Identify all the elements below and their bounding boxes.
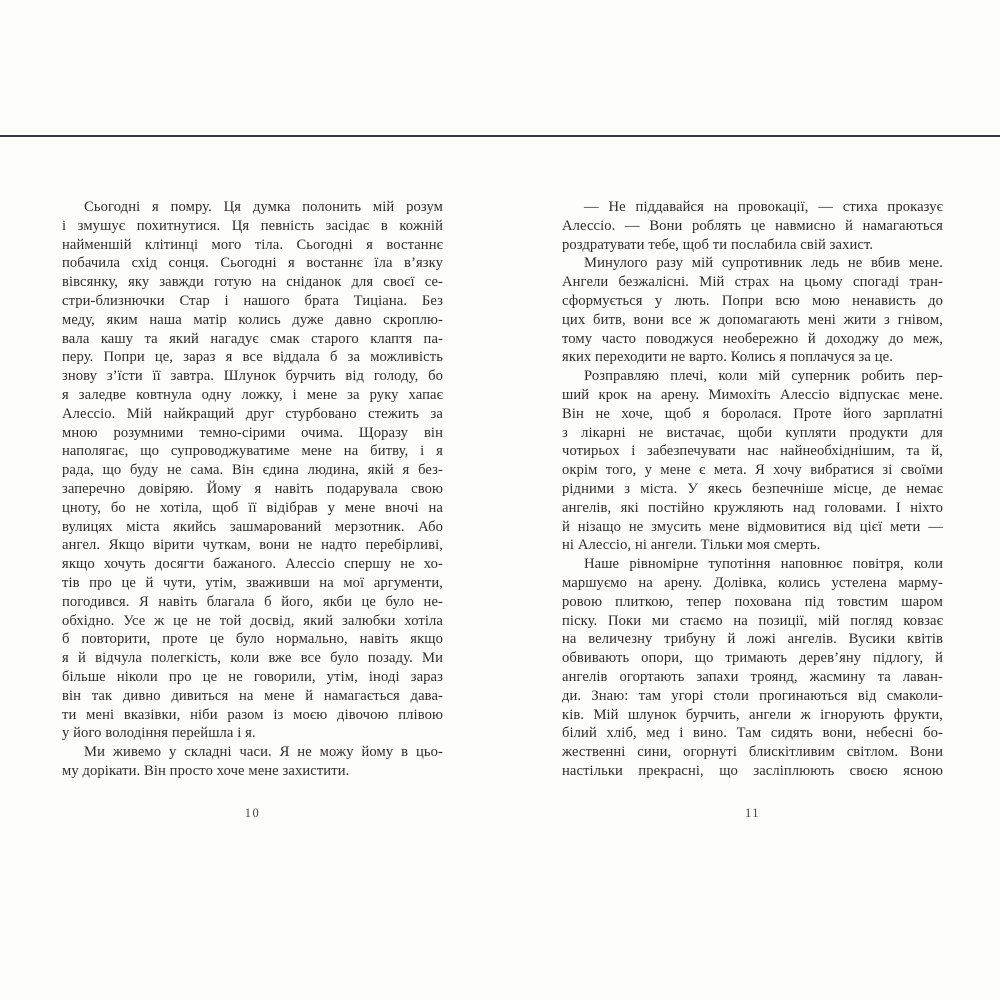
text-line: Ангели безжалісні. Мій страх на цьому спогаді тран-	[562, 274, 943, 291]
text-line: вівсянку, яку завжди готую на сніданок для своєї се-	[62, 274, 443, 291]
text-line: більше ніколи про це не говорили, утім, іноді зараз	[62, 668, 443, 685]
text-line: я й відчула полегкість, коли вже все було позаду. Ми	[62, 650, 443, 667]
text-line: й нізащо не змусить мене відмовитися від цієї мети —	[562, 518, 943, 535]
text-line: піску. Поки ми стаємо на позиції, мій погляд ковзає	[562, 612, 943, 629]
text-line: вала кашу та який нагадує смак старого клаптя па-	[62, 330, 443, 347]
text-line: у його володіння перейшла і я.	[62, 725, 256, 742]
text-line: з лікарні не вистачає, щоби купляти продукти для	[562, 424, 943, 441]
text-line: маршуємо на арену. Долівка, колись устелена марму-	[562, 574, 943, 591]
text-line: погодився. Я навіть благала б його, якби це було не-	[62, 593, 443, 610]
text-line: рідними з міста. У якесь безпечніше місце, де немає	[562, 480, 943, 497]
text-line: ні Алессіо, ні ангели. Тільки моя смерть.	[562, 537, 821, 554]
text-line: Він не хоче, щоб я боролася. Проте його зарплатні	[562, 405, 943, 422]
text-line: на величезну трибуну й ложі ангелів. Вусики квітів	[562, 631, 943, 648]
text-line: вулицях міста якийсь зашмарований мерзотник. Або	[62, 518, 443, 535]
text-line: ангелів огортають запахи троянд, жасмину та лаван-	[562, 668, 943, 685]
text-line: білий хліб, мед і вино. Там сидять вони, небесні бо-	[562, 725, 943, 742]
text-line: чотирьох і забезпечувати нас найнеобхіднішим, та й,	[562, 443, 943, 460]
page-number-right: 11	[744, 806, 761, 820]
text-line: і змушує похитнутися. Ця певність засідає в кожній	[62, 217, 443, 234]
page-left	[62, 198, 443, 820]
text-line: настільки прекрасні, що засліплюють своєю ясною	[562, 762, 943, 779]
text-line: тів про це й чути, утім, зваживши на мої аргументи,	[62, 574, 443, 591]
text-line: жественні сини, огорнуті блискітливим світлом. Вони	[562, 744, 943, 761]
header-rule	[0, 135, 1000, 137]
text-line: Сьогодні я помру. Ця думка полонить мій розум	[84, 199, 443, 215]
text-line: окрім того, у мене є мета. Я хочу вибратися зі своїми	[562, 462, 943, 479]
text-line: найменшій клітинці мого тіла. Сьогодні я востаннє	[62, 236, 443, 253]
text-line: Наше рівномірне тупотіння наповнює повітря, коли	[584, 556, 943, 573]
text-line: — Не піддавайся на провокації, — стиха проказує	[584, 199, 943, 215]
text-line: стри-близнючки Стар і нашого брата Тиціана. Без	[62, 292, 443, 309]
page-right-text	[562, 198, 943, 781]
text-line: меду, яким наша матір колись дуже давно скроплю-	[62, 311, 443, 328]
text-line: рада, що буду не сама. Він єдина людина, якій я без-	[62, 462, 443, 479]
text-line: б повторити, проте це було нормально, навіть якщо	[62, 631, 443, 648]
text-line: ангел. Якщо вірити чуткам, вони не надто перебірливі,	[62, 537, 443, 554]
page-left-text	[62, 198, 443, 781]
text-line: ків. Мій шлунок бурчить, ангели ж ігнорують фрукти,	[562, 706, 943, 723]
text-line: Алессіо. — Вони роблять це навмисно й намагаються	[562, 217, 943, 234]
text-line: ший крок на арену. Мимохіть Алессіо відпускає мене.	[562, 386, 943, 403]
text-line: обвивають опори, що тримають дерев’яну підлогу, й	[562, 650, 943, 667]
text-line: він так дивно дивиться на мене й намагається дава-	[62, 687, 443, 704]
text-line: я заледве ковтнула одну ложку, і мене за руку хапає	[62, 386, 443, 403]
text-line: му дорікати. Він просто хоче мене захистити.	[62, 762, 350, 779]
text-line: ровою плиткою, тепер похована під товстим шаром	[562, 593, 943, 610]
text-line: ангелів, які постійно кружляють над головами. І ніхто	[562, 499, 943, 516]
text-line: Алессіо. Мій найкращий друг стурбовано стежить за	[62, 405, 443, 422]
text-line: Розправляю плечі, коли мій суперник робить пер-	[584, 368, 943, 385]
text-line: тому часто поводжуся необережно й доходжу до меж,	[562, 330, 943, 347]
text-line: обхідно. Усе ж це не той досвід, який залюбки хотіла	[62, 612, 443, 629]
text-line: ти мені вказівки, ніби разом із моєю дівочою плівою	[62, 706, 443, 723]
text-line: яких переходити не варто. Колись я поплачуся за це.	[562, 349, 893, 366]
text-line: побачила схід сонця. Сьогодні я востаннє їла в’язку	[62, 255, 443, 272]
text-line: знову з’їсти її завтра. Шлунок бурчить від голоду, бо	[62, 368, 443, 385]
text-line: ди. Знаю: там угорі столи прогинаються від смаколи-	[562, 687, 943, 704]
page-number-left: 10	[244, 806, 261, 820]
text-line: перу. Попри це, зараз я все віддала б за можливість	[62, 349, 443, 366]
text-line: якщо хочуть досягти бажаного. Алессіо спершу не хо-	[62, 556, 443, 573]
text-line: Минулого разу мій супротивник ледь не вбив мене.	[584, 255, 943, 272]
text-line: цноту, бо не хотіла, щоб її відібрав у мене вночі на	[62, 499, 443, 516]
text-line: заперечно довіряю. Йому я навіть подарувала свою	[62, 480, 443, 497]
page-right	[562, 198, 943, 820]
text-line: цих битв, вони все ж допомагають мені жити з гнівом,	[562, 311, 943, 328]
text-line: роздратувати тебе, щоб ти послабила свій захист.	[562, 236, 874, 253]
text-line: сформується у лють. Попри всю мою ненависть до	[562, 292, 943, 309]
text-line: мною розумними темно-сірими очима. Щоразу він	[62, 424, 443, 441]
text-line: наполягає, що супроводжуватиме мене на битву, і я	[62, 443, 443, 460]
text-line: Ми живемо у складні часи. Я не можу йому в цьо-	[84, 744, 443, 761]
